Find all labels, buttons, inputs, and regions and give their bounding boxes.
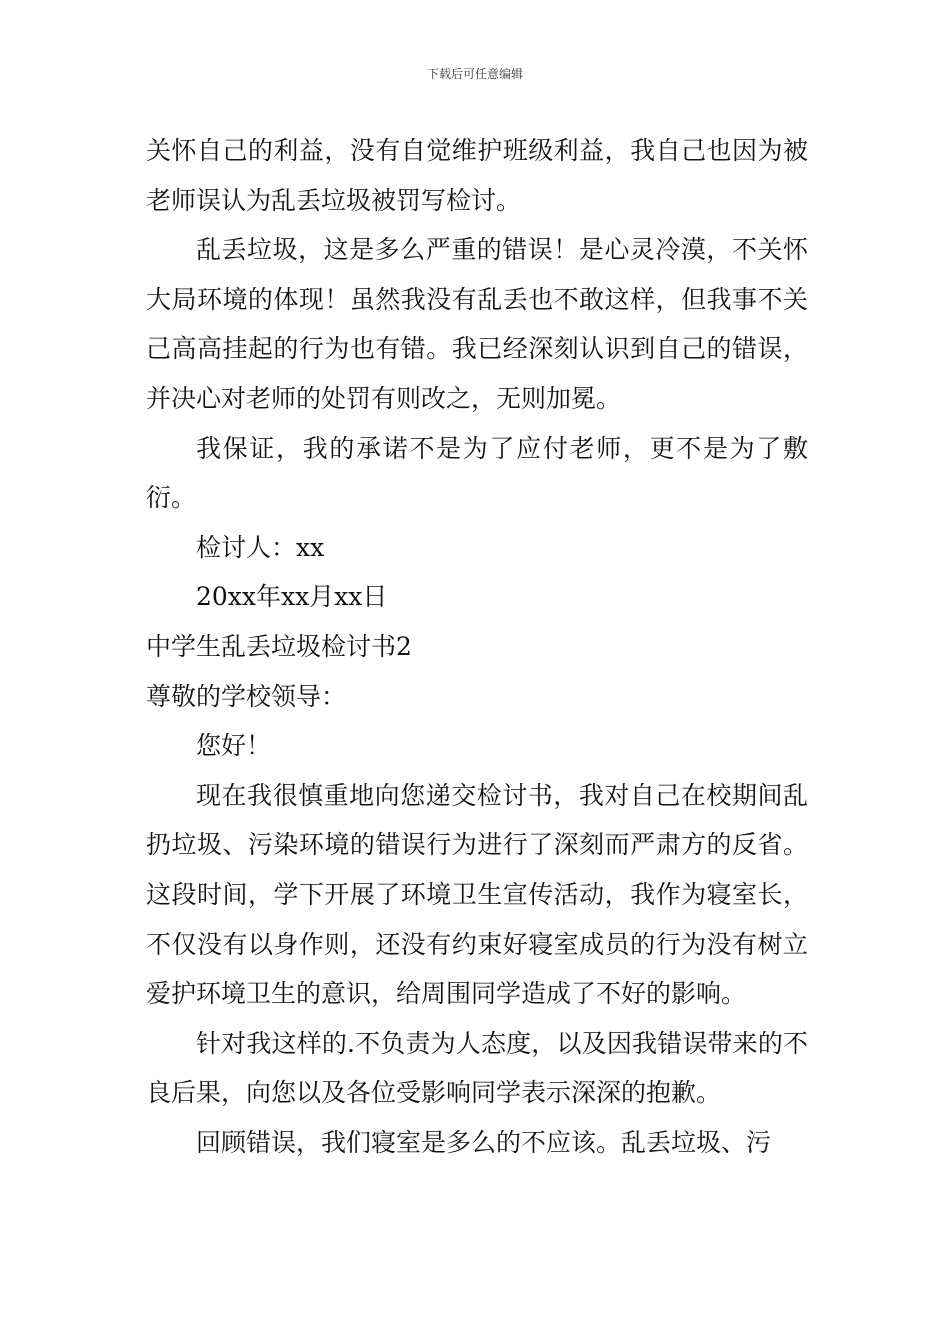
paragraph-6: 回顾错误，我们寝室是多么的不应该。乱丢垃圾、污 (196, 1127, 772, 1157)
paragraph-2: 乱丢垃圾，这是多么严重的错误！是心灵冷漠，不关怀大局环境的体现！虽然我没有乱丢也不敢这样，但我事不关己高高挂起的行为也有错。我已经深刻认识到自己的错误，并决心对老师的处罚有则改之，无则加冕。 (146, 235, 808, 413)
document-body (146, 126, 808, 1167)
page-header: 下载后可任意编辑 (426, 67, 523, 81)
greeting: 您好！ (196, 731, 272, 761)
signature-name: 检讨人：xx (196, 532, 325, 562)
signature-date: 20xx年xx月xx日 (196, 582, 388, 612)
paragraph-5: 针对我这样的.不负责为人态度，以及因我错误带来的不良后果，向您以及各位受影响同学表示深深的抱歉。 (146, 1028, 808, 1108)
paragraph-4: 现在我很慎重地向您递交检讨书，我对自己在校期间乱扔垃圾、污染环境的错误行为进行了深刻而严肃方的反省。这段时间，学下开展了环境卫生宣传活动，我作为寝室长，不仅没有以身作则，还没有约束好寝室成员的行为没有树立爱护环境卫生的意识，给周围同学造成了不好的影响。 (146, 780, 808, 1009)
paragraph-1: 关怀自己的利益，没有自觉维护班级利益，我自己也因为被老师误认为乱丢垃圾被罚写检讨。 (146, 136, 808, 215)
salutation: 尊敬的学校领导： (146, 681, 347, 711)
section-title: 中学生乱丢垃圾检讨书2 (146, 631, 412, 661)
paragraph-3: 我保证，我的承诺不是为了应付老师，更不是为了敷衍。 (146, 433, 808, 513)
